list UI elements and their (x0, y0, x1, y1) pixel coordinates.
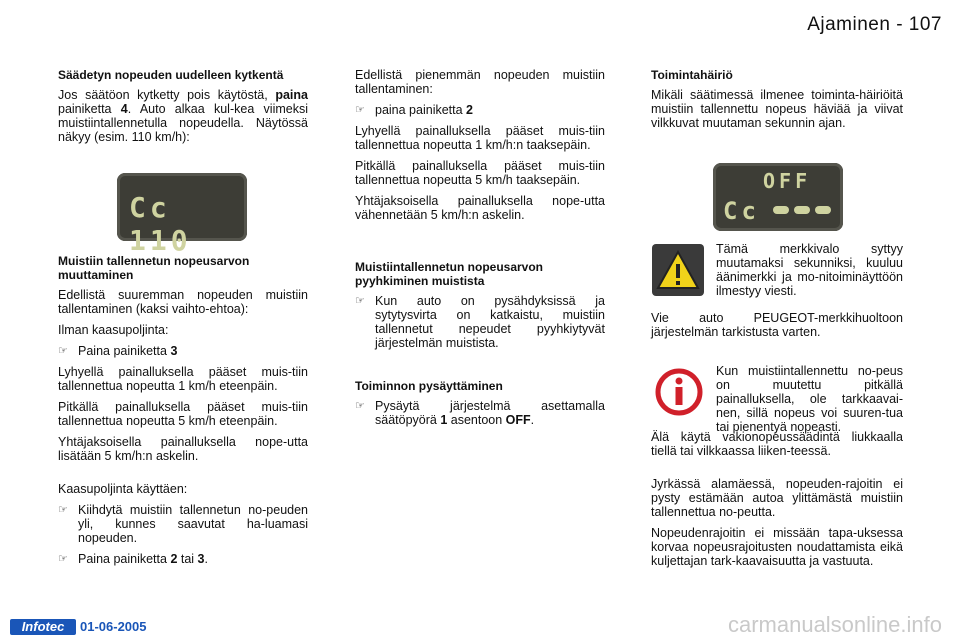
lcd-readout-bottom: Cc (723, 197, 760, 225)
column-3-lower (651, 430, 903, 575)
paragraph: Pitkällä painalluksella pääset muis-tiin tallennettua nopeutta 5 km/h taaksepäin. (355, 159, 605, 187)
dashes-icon (773, 203, 833, 217)
footer-date: 01-06-2005 (80, 619, 147, 634)
pointing-hand-icon: ☞ (58, 345, 68, 357)
lcd-readout: Cc 110 (129, 191, 192, 257)
paragraph: Lyhyellä painalluksella pääset muis-tiin tallennettua nopeutta 1 km/h:n taaksepäin. (355, 124, 605, 152)
paragraph: Lyhyellä painalluksella pääset muis-tiin tallennettua nopeutta 1 km/h eteenpäin. (58, 365, 308, 393)
warning-triangle-icon (652, 244, 704, 296)
info-icon (654, 366, 704, 418)
pointing-hand-icon: ☞ (355, 400, 365, 412)
pointing-hand-icon: ☞ (355, 104, 365, 116)
warning-note (716, 242, 903, 305)
pointing-hand-icon: ☞ (58, 553, 68, 565)
list-item: ☞ paina painiketta 2 (355, 103, 473, 117)
column-1-lower (58, 254, 308, 573)
list-item: ☞ Paina painiketta 2 tai 3. (58, 552, 208, 566)
column-3-mid (651, 311, 903, 346)
column-3 (651, 68, 903, 137)
list-item: ☞ Paina painiketta 3 (58, 344, 178, 358)
paragraph: Kaasupoljinta käyttäen: (58, 482, 188, 496)
list-item: ☞ Kiihdytä muistiin tallennetun no-peuden yli, kunnes saavutat ha-luamasi nopeuden. (58, 503, 308, 545)
paragraph: Kun muistiintallennettu no-peus on muutettu pitkällä painalluksella, ole tarkkaavai-nen, sillä nopeus voi suuren-tua tai pienentyä nopeasti. (716, 364, 903, 434)
paragraph: Yhtäjaksoisella painalluksella nope-utta vähennetään 5 km/h:n askelin. (355, 194, 605, 222)
pointing-hand-icon: ☞ (355, 295, 365, 307)
paragraph: Nopeudenrajoitin ei missään tapa-uksessa korvaa nopeusrajoitusten noudattamista eikä kuljettajan tark-kaavaisuutta ja vastuuta. (651, 526, 903, 568)
paragraph: Jyrkässä alamäessä, nopeuden-rajoitin ei pysty estämään autoa ylittämästä muistiin tallennettua no-peutta. (651, 477, 903, 519)
lcd-readout-top: OFF (763, 169, 812, 193)
paragraph: Vie auto PEUGEOT-merkkihuoltoon järjestelmän tarkistusta varten. (651, 311, 903, 339)
section-heading: Muistiin tallennetun nopeusarvon muuttaminen (58, 254, 250, 282)
paragraph: Jos säätöon kytketty pois käytöstä, paina painiketta 4. Auto alkaa kul-kea viimeksi muistiintallennetulla nopeudella. Näytössä näkyy (esim. 110 km/h): (58, 88, 309, 144)
lcd-display-cc110 (117, 173, 247, 257)
section-heading: Muistiintallennetun nopeusarvon pyyhkiminen muistista (355, 260, 544, 288)
paragraph: Edellistä suuremman nopeuden muistiin tallentaminen (kaksi vaihto-ehtoa): (58, 288, 308, 316)
column-2 (355, 68, 605, 229)
section-heading: Toiminnon pysäyttäminen (355, 379, 503, 393)
infotec-logo: Infotec (10, 619, 76, 635)
paragraph: Älä käytä vakionopeussäädintä liukkaalla tiellä tai vilkkaassa liiken-teessä. (651, 430, 903, 458)
watermark: carmanualsonline.info (727, 612, 942, 637)
paragraph: Yhtäjaksoisella painalluksella nope-utta lisätään 5 km/h:n askelin. (58, 435, 308, 463)
list-item: ☞ Kun auto on pysähdyksissä ja sytytysvirta on katkaistu, muistiin tallennetut nepeudet pyyhkiytyvät järjestelmän muistista. (355, 294, 605, 350)
column-2-lower (355, 260, 605, 434)
paragraph: Edellistä pienemmän nopeuden muistiin tallentaminen: (355, 68, 605, 96)
paragraph: Ilman kaasupoljinta: (58, 323, 169, 337)
section-heading: Toimintahäiriö (651, 68, 733, 82)
paragraph: Pitkällä painalluksella pääset muis-tiin tallennettua nopeutta 5 km/h eteenpäin. (58, 400, 308, 428)
list-item: ☞ Pysäytä järjestelmä asettamalla säätöpyörä 1 asentoon OFF. (355, 399, 605, 427)
paragraph: Mikäli säätimessä ilmenee toiminta-häiriöitä muistiin tallennettu nopeus häviää ja viivat vilkkuvat muutaman sekunnin ajan. (651, 88, 903, 130)
column-1 (58, 68, 308, 151)
pointing-hand-icon: ☞ (58, 504, 68, 516)
lcd-display-off (713, 163, 843, 231)
section-heading: Säädetyn nopeuden uudelleen kytkentä (58, 68, 284, 82)
page-title: Ajaminen - 107 (807, 14, 942, 35)
paragraph: Tämä merkkivalo syttyy muutamaksi sekunniksi, kuuluu äänimerkki ja mo-nitoiminäyttöön ilmestyy viesti. (716, 242, 903, 298)
